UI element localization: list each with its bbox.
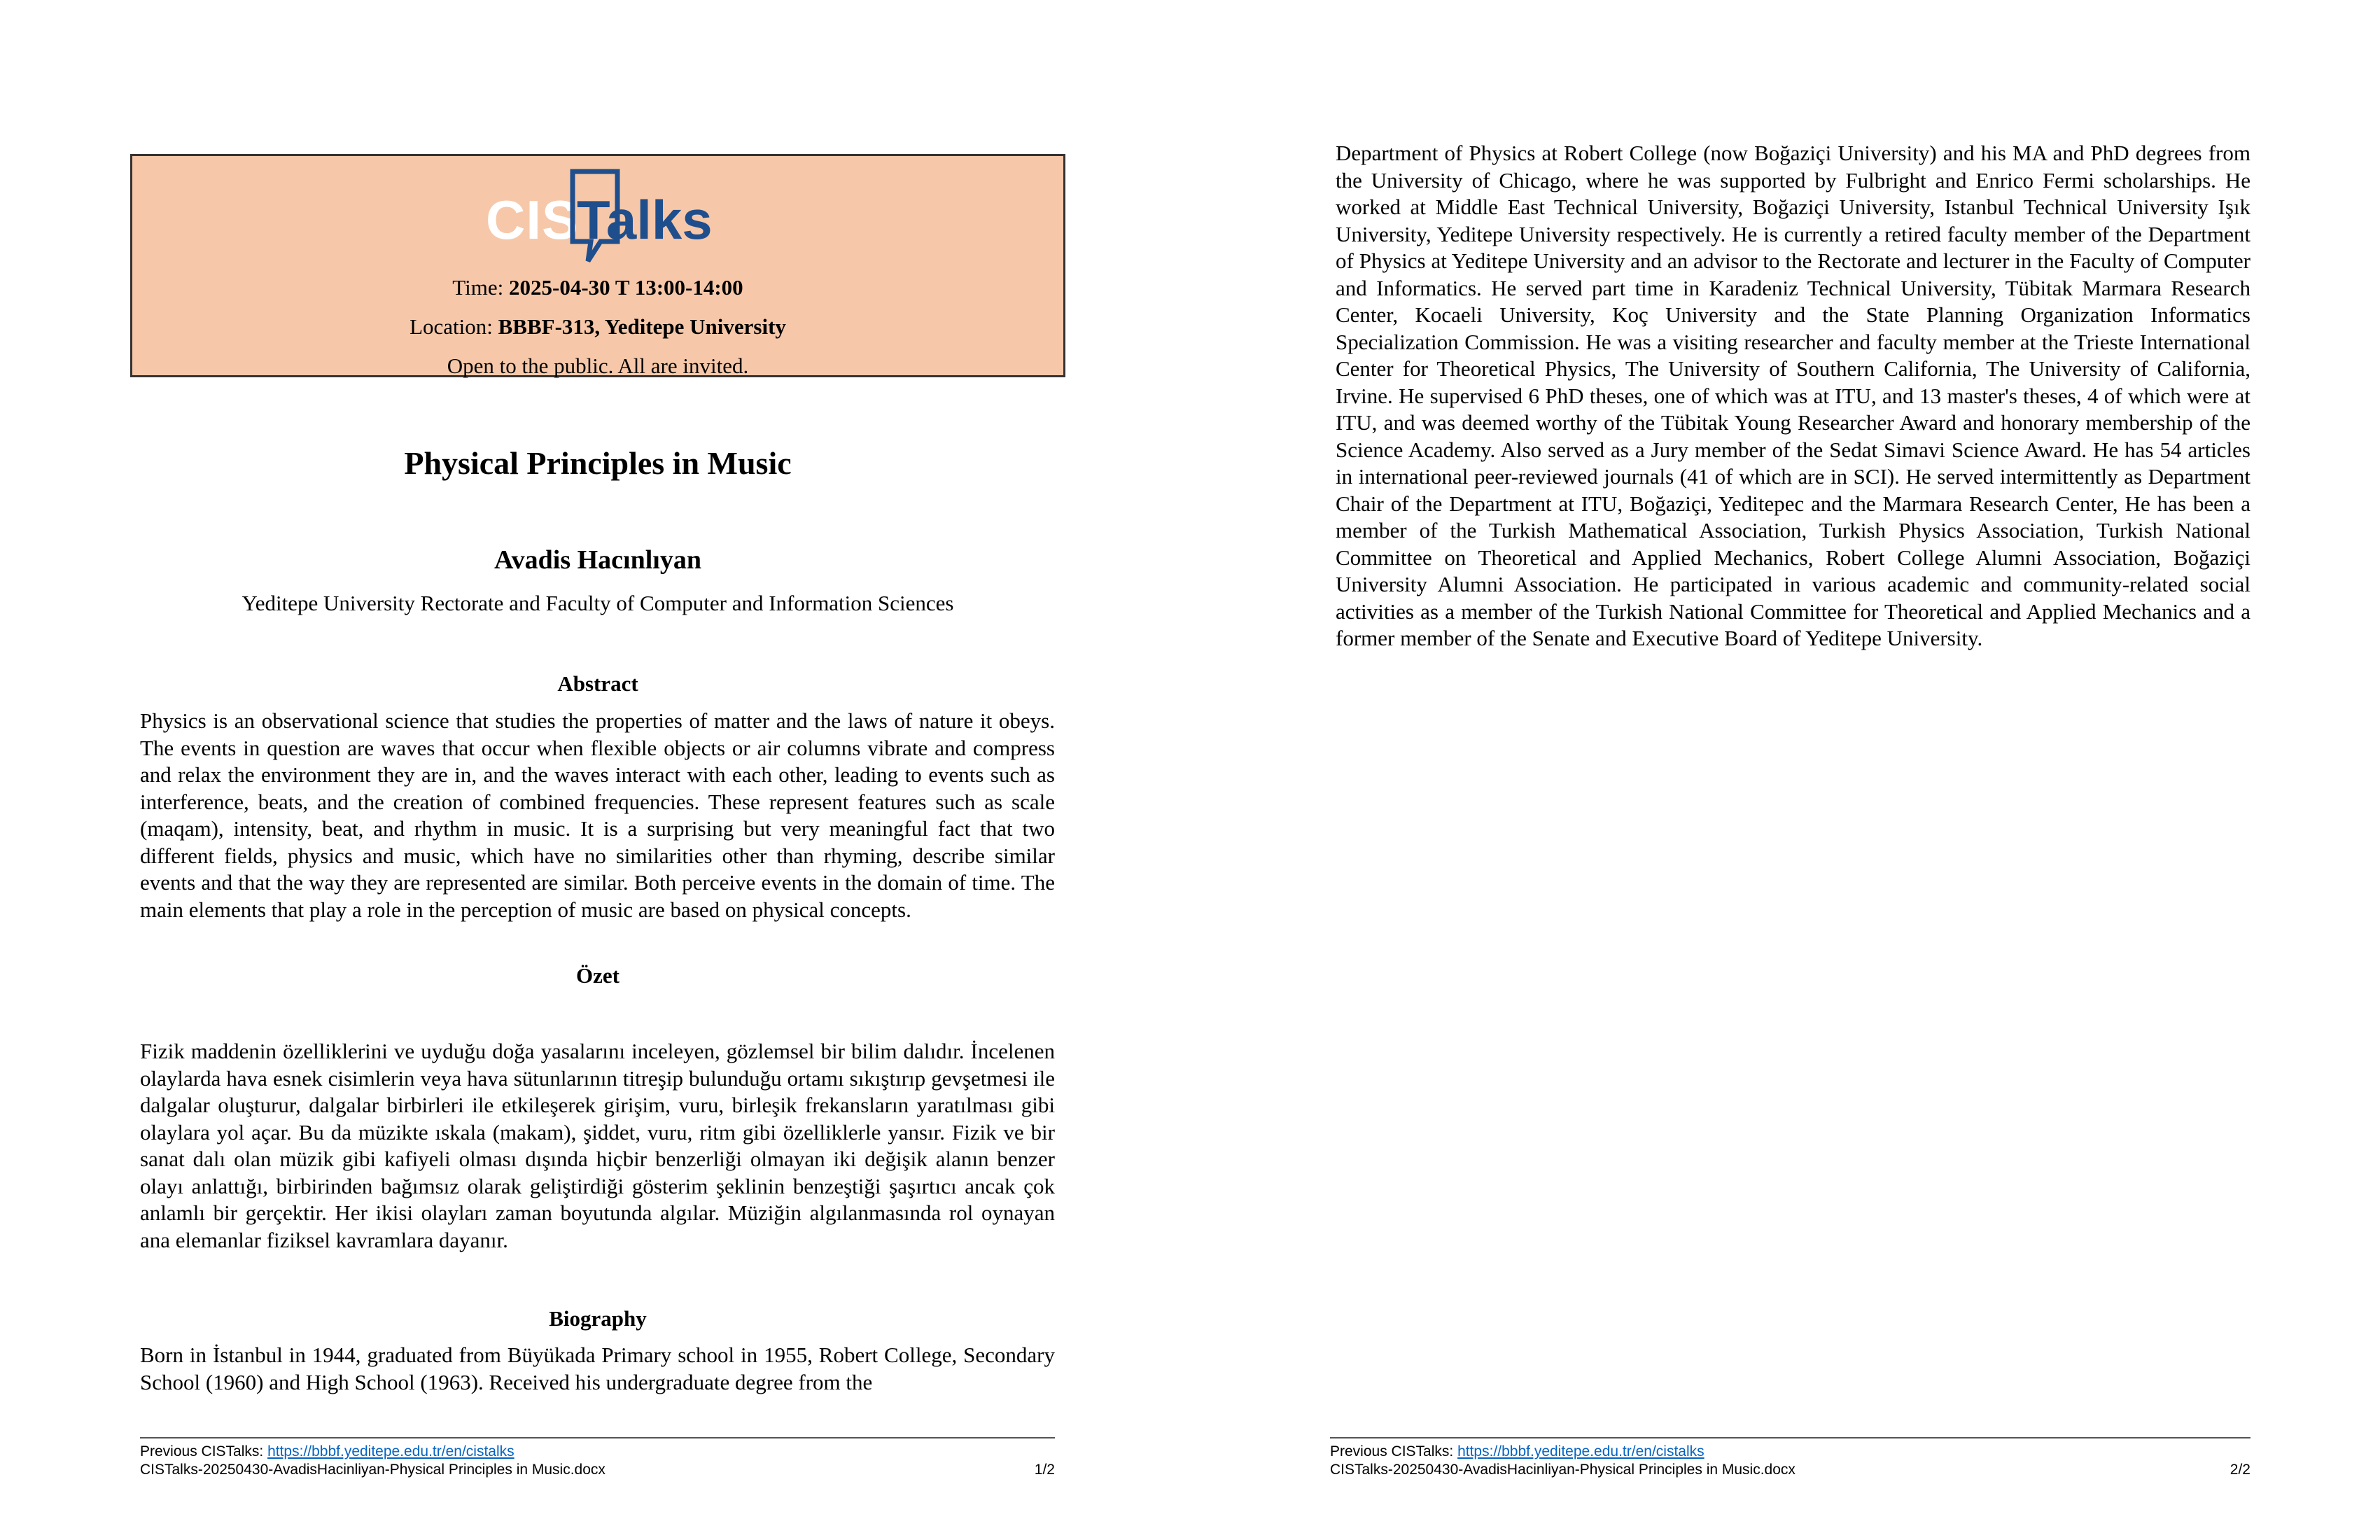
cistalks-logo [132, 162, 1063, 267]
location-value: BBBF-313, Yeditepe University [498, 314, 786, 339]
page-footer [140, 1437, 1055, 1479]
time-label: Time: [452, 275, 504, 300]
ozet-text: Fizik maddenin özelliklerini ve uyduğu doğa yasalarını inceleyen, gözlemsel bir bilim dalıdır. İncelenen olaylarda hava esnek cisimlerin veya hava sütunlarının titreşip bulunduğu ortamı sıkıştırıp gevşetmesi ile dalgalar oluşturur, dalgalar birbirleri ile etkileşerek girişim, vuru, birleşik frekansların yaratılması gibi olaylara yol açar. Bu da müzikte ıskala (makam), şiddet, vuru, ritm gibi özelliklerle yansır. Fizik ve bir sanat dalı olan müzik gibi kafiyeli olması dışında hiçbir benzerliği olmayan iki değişik alanın benzer olayı anlattığı, birbirinden bağımsız olarak geliştirdiği gösterim şeklinin benzeştiği şaşırtıcı ancak çok anlamlı bir gerçektir. Her ikisi olayları zaman boyutunda algılar. Müziğin algılanmasında rol oynayan ana elemanlar fiziksel kavramlara dayanır. [140, 1039, 1055, 1252]
ozet-heading: Özet [576, 963, 620, 988]
event-time [132, 274, 1063, 302]
speaker-name: Avadis Hacınlıyan [494, 545, 701, 575]
speaker-affiliation: Yeditepe University Rectorate and Faculty of Computer and Information Sciences [241, 591, 954, 615]
previous-cistalks-label: Previous CISTalks: [1330, 1443, 1454, 1460]
biography-text-page1: Born in İstanbul in 1944, graduated from Büyükada Primary school in 1955, Robert College, Secondary School (1960) and High School (1963). Received his undergraduate degree from the [140, 1343, 1055, 1394]
document-page-2 [1190, 0, 2380, 1540]
document-filename: CISTalks-20250430-AvadisHacinliyan-Physical Principles in Music.docx [1330, 1462, 1795, 1478]
page-footer [1330, 1437, 2250, 1479]
previous-cistalks-link[interactable]: https://bbbf.yeditepe.edu.tr/en/cistalks [267, 1443, 514, 1460]
time-value: 2025-04-30 T 13:00-14:00 [509, 275, 743, 300]
location-label: Location: [410, 314, 493, 339]
biography-heading: Biography [549, 1306, 647, 1331]
biography-text-page2: Department of Physics at Robert College (now Boğaziçi University) and his MA and PhD degrees from the University of Chicago, where he was supported by Fulbright and Enrico Fermi scholarships. He worked at Middle East Technical University, Boğaziçi University, Istanbul Technical University Işık University, Yeditepe University respectively. He is currently a retired faculty member of the Department of Physics at Yeditepe University and an advisor to the Rectorate and lecturer in the Faculty of Computer and Informatics. He served part time in Karadeniz Technical University, Tübitak Marmara Research Center, Kocaeli University, Koç University and the State Planning Organization Informatics Specialization Commission. He was a visiting researcher and faculty member at the Trieste International Center for Theoretical Physics, The University of Southern California, The University of California, Irvine. He supervised 6 PhD theses, one of which was at ITU, and 13 master's theses, 4 of which were at ITU, and was deemed worthy of the Tübitak Young Researcher Award and honorary membership of the Science Academy. Also served as a Jury member of the Sedat Simavi Science Award. He has 54 articles in international peer-reviewed journals (41 of which are in SCI). He served intermittently as Department Chair of the Department at ITU, Boğaziçi, Yeditepec and the Marmara Research Center, He has been a member of the Turkish Mathematical Association, Turkish Physics Association, Turkish National Committee on Theoretical and Applied Mechanics, Robert College Alumni Association, Boğaziçi University Alumni Association. He participated in various academic and community-related social activities as a member of the Turkish National Committee for Theoretical and Applied Mechanics and a former member of the Senate and Executive Board of Yeditepe University. [1336, 141, 2250, 650]
talk-title: Physical Principles in Music [404, 445, 792, 481]
page-number: 2/2 [2230, 1462, 2250, 1478]
abstract-text: Physics is an observational science that studies the properties of matter and the laws of nature it obeys. The events in question are waves that occur when flexible objects or air columns vibrate and compress and relax the environment they are in, and the waves interact with each other, leading to events such as interference, beats, and the creation of combined frequencies. These represent features such as scale (maqam), intensity, beat, and rhythm in music. It is a surprising but very meaningful fact that two different fields, physics and music, which have no similarities other than rhyming, describe similar events and that the way they are represented are similar. Both perceive events in the domain of time. The main elements that play a role in the perception of music are based on physical concepts. [140, 708, 1055, 922]
previous-cistalks-link[interactable]: https://bbbf.yeditepe.edu.tr/en/cistalks [1457, 1443, 1704, 1460]
open-to-public: Open to the public. All are invited. [447, 354, 749, 378]
previous-cistalks-label: Previous CISTalks: [140, 1443, 264, 1460]
abstract-heading: Abstract [557, 671, 638, 696]
logo-cis-text: CIS [486, 189, 580, 251]
page-number: 1/2 [1034, 1462, 1055, 1478]
logo-talks-text: Talks [577, 189, 713, 251]
event-banner [130, 154, 1065, 377]
event-location [132, 313, 1063, 341]
document-filename: CISTalks-20250430-AvadisHacinliyan-Physical Principles in Music.docx [140, 1462, 606, 1478]
